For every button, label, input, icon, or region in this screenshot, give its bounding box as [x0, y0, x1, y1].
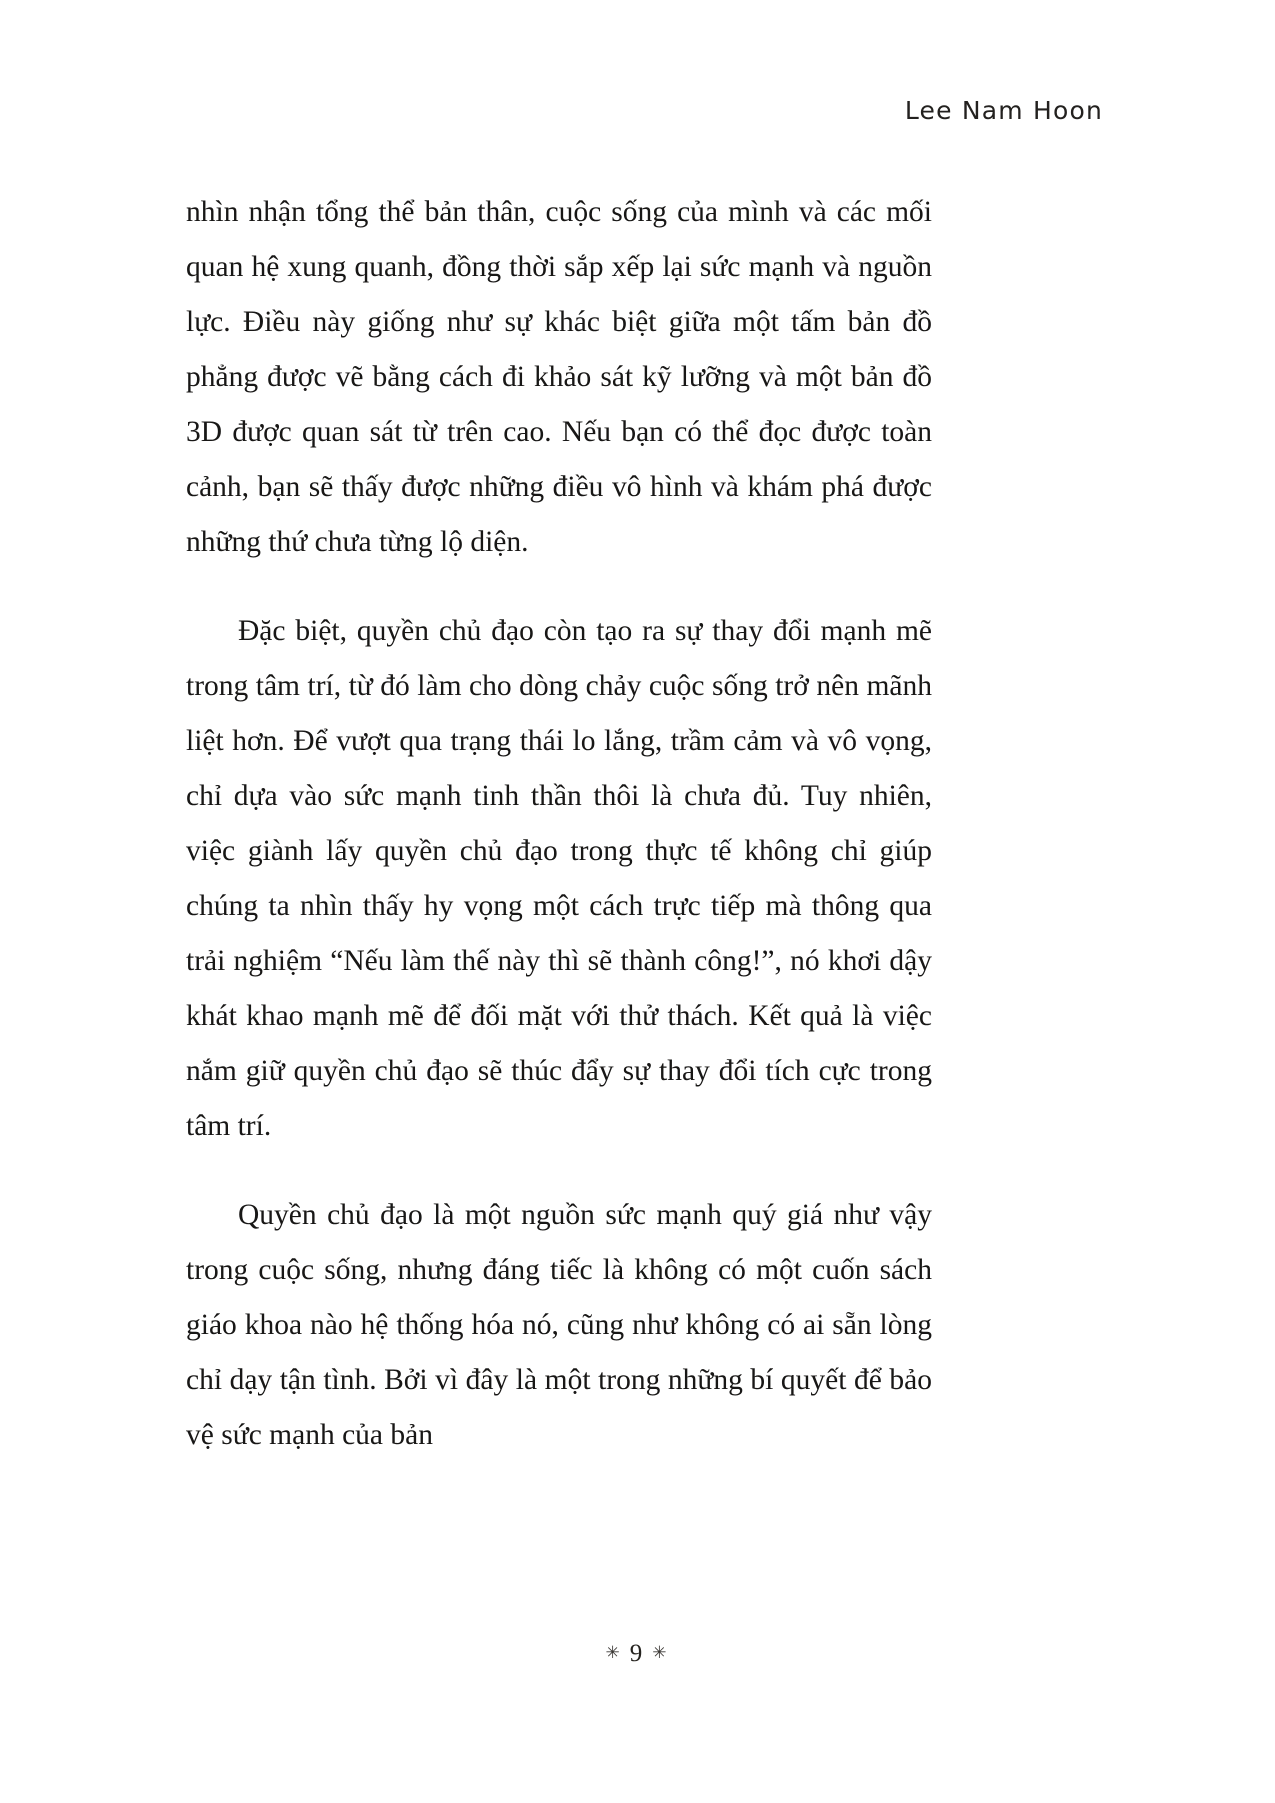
running-head-author: Lee Nam Hoon: [904, 96, 1103, 125]
folio-ornament-right-icon: ✳: [652, 1643, 670, 1662]
body-paragraph-2: Đặc biệt, quyền chủ đạo còn tạo ra sự thay đổi mạnh mẽ trong tâm trí, từ đó làm cho dòng chảy cuộc sống trở nên mãnh liệt hơn. Để vượt qua trạng thái lo lắng, trầm cảm và vô vọng, chỉ dựa vào sức mạnh tinh thần thôi là chưa đủ. Tuy nhiên, việc giành lấy quyền chủ đạo trong thực tế không chỉ giúp chúng ta nhìn thấy hy vọng một cách trực tiếp mà thông qua trải nghiệm “Nếu làm thế này thì sẽ thành công!”, nó khơi dậy khát khao mạnh mẽ để đối mặt với thử thách. Kết quả là việc nắm giữ quyền chủ đạo sẽ thúc đẩy sự thay đổi tích cực trong tâm trí.: [186, 615, 932, 1142]
page-body: [186, 185, 932, 1463]
body-paragraph-3: Quyền chủ đạo là một nguồn sức mạnh quý giá như vậy trong cuộc sống, nhưng đáng tiếc là không có một cuốn sách giáo khoa nào hệ thống hóa nó, cũng như không có ai sẵn lòng chỉ dạy tận tình. Bởi vì đây là một trong những bí quyết để bảo vệ sức mạnh của bản: [186, 1199, 932, 1451]
body-paragraph-1: nhìn nhận tổng thể bản thân, cuộc sống của mình và các mối quan hệ xung quanh, đồng thời sắp xếp lại sức mạnh và nguồn lực. Điều này giống như sự khác biệt giữa một tấm bản đồ phẳng được vẽ bằng cách đi khảo sát kỹ lưỡng và một bản đồ 3D được quan sát từ trên cao. Nếu bạn có thể đọc được toàn cảnh, bạn sẽ thấy được những điều vô hình và khám phá được những thứ chưa từng lộ diện.: [186, 196, 932, 558]
page-number: 9: [629, 1640, 646, 1667]
page-folio: [0, 1640, 1275, 1668]
folio-ornament-left-icon: ✳: [605, 1643, 623, 1662]
